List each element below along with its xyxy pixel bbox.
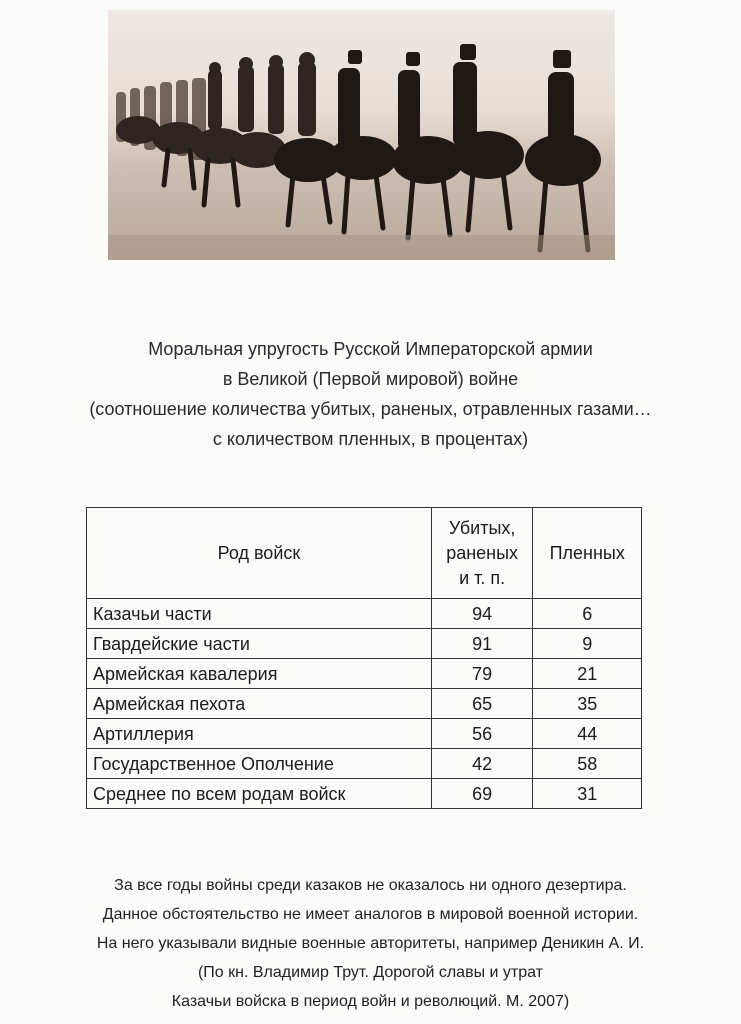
title-line-1: Моральная упругость Русской Императорской армии — [148, 339, 593, 359]
cell-branch: Государственное Ополчение — [87, 749, 432, 779]
cavalry-illustration — [108, 10, 615, 260]
table-row — [87, 689, 642, 719]
footer-line-3: На него указывали видные военные авторитеты, например Деникин А. И. — [96, 935, 645, 952]
page-title — [0, 334, 741, 454]
cavalry-photo — [108, 10, 615, 260]
cell-killed: 94 — [431, 599, 533, 629]
cell-branch: Гвардейские части — [87, 629, 432, 659]
cell-branch: Казачьи части — [87, 599, 432, 629]
table-header-row — [87, 508, 642, 599]
header-captured: Пленных — [533, 508, 642, 599]
cell-captured: 6 — [533, 599, 642, 629]
table-row — [87, 629, 642, 659]
cell-branch: Артиллерия — [87, 719, 432, 749]
cell-killed: 79 — [431, 659, 533, 689]
header-branch: Род войск — [87, 508, 432, 599]
table-row — [87, 749, 642, 779]
statistics-table — [86, 507, 642, 809]
title-line-3: (соотношение количества убитых, раненых, отравленных газами… — [89, 399, 652, 419]
footer-line-5: Казачьи войска в период войн и революций. М. 2007) — [171, 993, 570, 1010]
cell-killed: 42 — [431, 749, 533, 779]
cell-captured: 9 — [533, 629, 642, 659]
table-row — [87, 599, 642, 629]
cell-killed: 56 — [431, 719, 533, 749]
title-line-4: с количеством пленных, в процентах) — [212, 429, 529, 449]
cell-branch: Армейская кавалерия — [87, 659, 432, 689]
footer-line-2: Данное обстоятельство не имеет аналогов в мировой военной истории. — [102, 906, 639, 923]
footer-note — [0, 871, 741, 1016]
cell-captured: 58 — [533, 749, 642, 779]
cell-killed: 91 — [431, 629, 533, 659]
table-row — [87, 719, 642, 749]
cell-captured: 35 — [533, 689, 642, 719]
title-line-2: в Великой (Первой мировой) войне — [222, 369, 519, 389]
cell-captured: 21 — [533, 659, 642, 689]
cell-branch: Армейская пехота — [87, 689, 432, 719]
cell-killed: 65 — [431, 689, 533, 719]
footer-line-1: За все годы войны среди казаков не оказалось ни одного дезертира. — [114, 877, 627, 894]
footer-line-4: (По кн. Владимир Трут. Дорогой славы и утрат — [197, 964, 544, 981]
table-row — [87, 659, 642, 689]
cell-captured: 31 — [533, 779, 642, 809]
cell-killed: 69 — [431, 779, 533, 809]
cell-captured: 44 — [533, 719, 642, 749]
table-row — [87, 779, 642, 809]
cell-branch: Среднее по всем родам войск — [87, 779, 432, 809]
header-killed: Убитых, раненых и т. п. — [431, 508, 533, 599]
